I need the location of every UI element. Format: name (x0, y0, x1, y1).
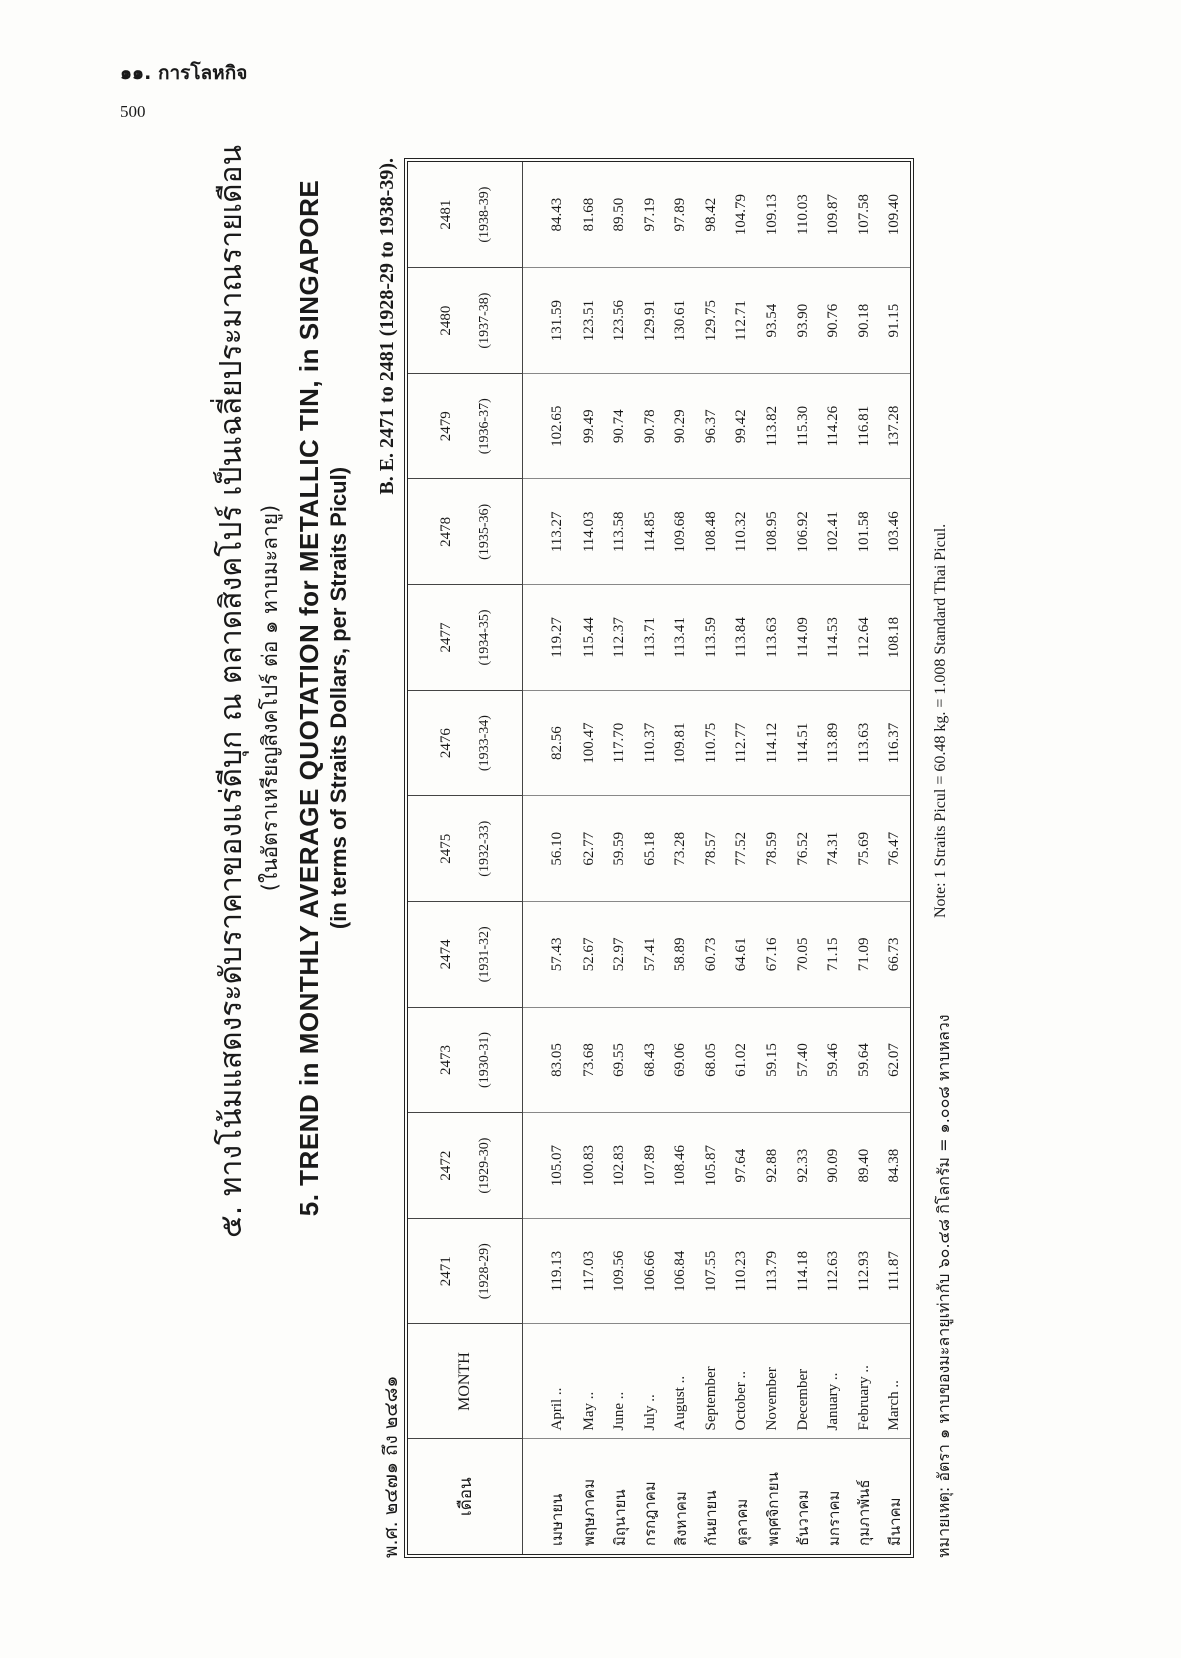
price-cell: 113.41 (666, 585, 697, 691)
price-cell: 101.58 (849, 479, 880, 585)
year-be: 2477 (437, 622, 454, 653)
price-cell: 107.55 (696, 1218, 727, 1324)
thai-month-cell: มิถุนายน (610, 1489, 629, 1546)
price-cell: 90.76 (818, 268, 849, 374)
price-cell: 112.37 (605, 585, 636, 691)
price-cell: 113.84 (727, 585, 758, 691)
price-cell: 90.29 (666, 373, 697, 479)
header-year (408, 690, 523, 796)
english-month-cell: September (696, 1324, 727, 1439)
price-cell: 108.48 (696, 479, 727, 585)
price-cell: 97.19 (635, 162, 666, 268)
price-cell: 59.64 (849, 1007, 880, 1113)
price-cell: 106.66 (635, 1218, 666, 1324)
price-cell: 90.78 (635, 373, 666, 479)
header-year (408, 902, 523, 1008)
year-ce: (1928-29) (476, 1243, 492, 1300)
price-cell: 61.02 (727, 1007, 758, 1113)
price-cell: 113.71 (635, 585, 666, 691)
year-be: 2472 (437, 1150, 454, 1181)
header-year (408, 268, 523, 374)
price-cell: 90.74 (605, 373, 636, 479)
year-be: 2478 (437, 516, 454, 547)
thai-month-cell: พฤศจิกายน (763, 1472, 782, 1546)
price-cell: 129.91 (635, 268, 666, 374)
price-cell: 102.65 (523, 373, 574, 479)
price-cell: 73.28 (666, 796, 697, 902)
price-cell: 84.38 (879, 1113, 910, 1219)
price-cell: 113.63 (849, 690, 880, 796)
header-year (408, 373, 523, 479)
price-cell: 92.33 (788, 1113, 819, 1219)
price-cell: 114.51 (788, 690, 819, 796)
price-cell: 114.85 (635, 479, 666, 585)
price-cell: 97.89 (666, 162, 697, 268)
price-cell: 110.23 (727, 1218, 758, 1324)
year-ce: (1931-32) (476, 926, 492, 983)
price-cell: 66.73 (879, 902, 910, 1008)
table-row (666, 162, 697, 1554)
price-cell: 73.68 (574, 1007, 605, 1113)
price-cell: 113.79 (757, 1218, 788, 1324)
price-cell: 100.83 (574, 1113, 605, 1219)
price-cell: 115.44 (574, 585, 605, 691)
price-cell: 123.56 (605, 268, 636, 374)
price-cell: 93.90 (788, 268, 819, 374)
thai-month-cell: กันยายน (702, 1490, 721, 1546)
price-cell: 93.54 (757, 268, 788, 374)
price-cell: 102.83 (605, 1113, 636, 1219)
price-cell: 71.09 (849, 902, 880, 1008)
header-year (408, 1218, 523, 1324)
price-cell: 107.89 (635, 1113, 666, 1219)
english-month-cell: October .. (727, 1324, 758, 1439)
price-cell: 76.47 (879, 796, 910, 902)
price-cell: 75.69 (849, 796, 880, 902)
price-cell: 99.49 (574, 373, 605, 479)
price-cell: 114.09 (788, 585, 819, 691)
price-cell: 106.84 (666, 1218, 697, 1324)
table-row (635, 162, 666, 1554)
table-row (788, 162, 819, 1554)
english-month-cell: May .. (574, 1324, 605, 1439)
price-cell: 97.64 (727, 1113, 758, 1219)
price-cell: 129.75 (696, 268, 727, 374)
year-ce: (1934-35) (476, 609, 492, 666)
price-cell: 68.05 (696, 1007, 727, 1113)
english-month-cell: January .. (818, 1324, 849, 1439)
price-cell: 82.56 (523, 690, 574, 796)
year-ce: (1932-33) (476, 820, 492, 877)
year-ce: (1938-39) (476, 186, 492, 243)
price-cell: 57.41 (635, 902, 666, 1008)
price-cell: 100.47 (574, 690, 605, 796)
price-cell: 62.77 (574, 796, 605, 902)
price-cell: 64.61 (727, 902, 758, 1008)
header-thai-month: เดือน (408, 1439, 523, 1554)
price-cell: 105.07 (523, 1113, 574, 1219)
price-cell: 117.70 (605, 690, 636, 796)
table-row (849, 162, 880, 1554)
year-be: 2475 (437, 833, 454, 864)
price-cell: 116.81 (849, 373, 880, 479)
thai-month-cell: มกราคม (824, 1490, 843, 1546)
price-cell: 108.18 (879, 585, 910, 691)
english-month-cell: June .. (605, 1324, 636, 1439)
price-cell: 89.50 (605, 162, 636, 268)
price-cell: 68.43 (635, 1007, 666, 1113)
thai-footnote: หมายเหตุ: อัตรา ๑ หาบของมะลายูเท่ากับ ๖๐.๔๘ กิโลกรัม = ๑.๐๐๘ หาบหลวง (934, 1014, 953, 1558)
header-month: MONTH (408, 1324, 523, 1439)
header-year (408, 796, 523, 902)
table-row (605, 162, 636, 1554)
price-cell: 110.32 (727, 479, 758, 585)
price-cell: 69.06 (666, 1007, 697, 1113)
price-cell: 56.10 (523, 796, 574, 902)
price-cell: 114.12 (757, 690, 788, 796)
price-cell: 58.89 (666, 902, 697, 1008)
year-ce: (1929-30) (476, 1137, 492, 1194)
price-cell: 59.46 (818, 1007, 849, 1113)
price-cell: 109.81 (666, 690, 697, 796)
price-cell: 108.95 (757, 479, 788, 585)
year-be: 2473 (437, 1044, 454, 1075)
price-cell: 52.97 (605, 902, 636, 1008)
price-cell: 107.58 (849, 162, 880, 268)
price-cell: 113.89 (818, 690, 849, 796)
price-cell: 106.92 (788, 479, 819, 585)
price-cell: 119.27 (523, 585, 574, 691)
price-cell: 116.37 (879, 690, 910, 796)
tin-price-table (404, 158, 914, 1558)
table-header-row (408, 162, 523, 1554)
year-be: 2474 (437, 939, 454, 970)
year-ce: (1930-31) (476, 1031, 492, 1088)
table-body (523, 162, 911, 1554)
english-month-cell: November (757, 1324, 788, 1439)
price-cell: 89.40 (849, 1113, 880, 1219)
thai-month-cell: กุมภาพันธ์ (855, 1479, 874, 1546)
english-month-cell: February .. (849, 1324, 880, 1439)
price-cell: 113.63 (757, 585, 788, 691)
page-number: 500 (120, 102, 146, 121)
table-row (574, 162, 605, 1554)
price-cell: 83.05 (523, 1007, 574, 1113)
price-cell: 119.13 (523, 1218, 574, 1324)
table-row (757, 162, 788, 1554)
thai-month-cell: เมษายน (548, 1493, 567, 1546)
price-cell: 70.05 (788, 902, 819, 1008)
price-cell: 78.59 (757, 796, 788, 902)
thai-subtitle: (ในอัตราเหรียญสิงคโปร์ ต่อ ๑ หาบมะลายู) (258, 504, 282, 892)
price-cell: 113.58 (605, 479, 636, 585)
price-cell: 114.53 (818, 585, 849, 691)
year-ce: (1933-34) (476, 715, 492, 772)
price-cell: 117.03 (574, 1218, 605, 1324)
price-cell: 109.87 (818, 162, 849, 268)
price-cell: 84.43 (523, 162, 574, 268)
price-cell: 69.55 (605, 1007, 636, 1113)
english-month-cell: March .. (879, 1324, 910, 1439)
english-footnote: Note: 1 Straits Picul = 60.48 kg. = 1.008 Standard Thai Picul. (932, 523, 949, 918)
price-cell: 113.82 (757, 373, 788, 479)
year-be: 2471 (437, 1256, 454, 1287)
price-cell: 114.03 (574, 479, 605, 585)
english-subtitle: (in terms of Straits Dollars, per Straits Picul) (326, 466, 351, 930)
price-cell: 112.63 (818, 1218, 849, 1324)
rotated-table-page (208, 144, 968, 1558)
price-cell: 137.28 (879, 373, 910, 479)
price-cell: 57.40 (788, 1007, 819, 1113)
price-cell: 67.16 (757, 902, 788, 1008)
price-cell: 113.59 (696, 585, 727, 691)
price-cell: 60.73 (696, 902, 727, 1008)
price-cell: 76.52 (788, 796, 819, 902)
price-cell: 102.41 (818, 479, 849, 585)
price-cell: 111.87 (879, 1218, 910, 1324)
price-cell: 59.15 (757, 1007, 788, 1113)
price-cell: 57.43 (523, 902, 574, 1008)
thai-month-cell: มีนาคม (885, 1497, 904, 1546)
price-cell: 113.27 (523, 479, 574, 585)
thai-period-caption: พ.ศ. ๒๔๗๑ ถึง ๒๔๘๑ (380, 1375, 402, 1558)
english-month-cell: December (788, 1324, 819, 1439)
year-be: 2481 (437, 199, 454, 230)
year-be: 2479 (437, 411, 454, 442)
price-cell: 81.68 (574, 162, 605, 268)
chapter-heading: ๑๑. การโลหกิจ (120, 62, 248, 84)
price-cell: 114.18 (788, 1218, 819, 1324)
year-be: 2476 (437, 728, 454, 759)
price-cell: 112.71 (727, 268, 758, 374)
price-cell: 59.59 (605, 796, 636, 902)
header-year (408, 1113, 523, 1219)
english-period-caption: B. E. 2471 to 2481 (1928-29 to 1938-39). (376, 158, 398, 495)
price-cell: 110.37 (635, 690, 666, 796)
price-cell: 112.77 (727, 690, 758, 796)
price-cell: 78.57 (696, 796, 727, 902)
english-month-cell: April .. (523, 1324, 574, 1439)
price-cell: 71.15 (818, 902, 849, 1008)
price-cell: 110.75 (696, 690, 727, 796)
price-cell: 90.09 (818, 1113, 849, 1219)
price-cell: 92.88 (757, 1113, 788, 1219)
price-cell: 103.46 (879, 479, 910, 585)
header-year (408, 479, 523, 585)
thai-title: ๕. ทางโน้มแสดงระดับราคาของแร่ดีบุก ณ ตลาดสิงคโปร์ เป็นเฉลี่ยประมาณรายเดือน (214, 144, 249, 1238)
year-be: 2480 (437, 305, 454, 336)
price-cell: 130.61 (666, 268, 697, 374)
price-cell: 109.13 (757, 162, 788, 268)
table-row (818, 162, 849, 1554)
price-cell: 109.40 (879, 162, 910, 268)
price-cell: 112.93 (849, 1218, 880, 1324)
thai-month-cell: ธันวาคม (794, 1489, 813, 1546)
year-ce: (1936-37) (476, 398, 492, 455)
table-row (696, 162, 727, 1554)
table-row (727, 162, 758, 1554)
price-cell: 74.31 (818, 796, 849, 902)
price-cell: 114.26 (818, 373, 849, 479)
price-cell: 91.15 (879, 268, 910, 374)
header-year (408, 1007, 523, 1113)
header-year (408, 162, 523, 268)
price-cell: 108.46 (666, 1113, 697, 1219)
price-cell: 112.64 (849, 585, 880, 691)
price-cell: 105.87 (696, 1113, 727, 1219)
english-month-cell: August .. (666, 1324, 697, 1439)
year-ce: (1937-38) (476, 292, 492, 349)
price-cell: 98.42 (696, 162, 727, 268)
table-row (879, 162, 910, 1554)
price-cell: 109.68 (666, 479, 697, 585)
thai-month-cell: กรกฎาคม (641, 1481, 660, 1546)
english-title: 5. TREND in MONTHLY AVERAGE QUOTATION for METALLIC TIN, in SINGAPORE (294, 179, 324, 1217)
price-cell: 123.51 (574, 268, 605, 374)
price-cell: 110.03 (788, 162, 819, 268)
price-cell: 99.42 (727, 373, 758, 479)
price-cell: 77.52 (727, 796, 758, 902)
price-cell: 52.67 (574, 902, 605, 1008)
thai-month-cell: ตุลาคม (732, 1498, 751, 1546)
price-cell: 115.30 (788, 373, 819, 479)
thai-month-cell: สิงหาคม (671, 1491, 690, 1546)
price-cell: 131.59 (523, 268, 574, 374)
thai-month-cell: พฤษภาคม (580, 1478, 599, 1546)
price-cell: 104.79 (727, 162, 758, 268)
price-cell: 96.37 (696, 373, 727, 479)
year-ce: (1935-36) (476, 503, 492, 560)
price-cell: 90.18 (849, 268, 880, 374)
price-cell: 109.56 (605, 1218, 636, 1324)
price-cell: 62.07 (879, 1007, 910, 1113)
header-year (408, 585, 523, 691)
price-cell: 65.18 (635, 796, 666, 902)
english-month-cell: July .. (635, 1324, 666, 1439)
table-row (523, 162, 574, 1554)
